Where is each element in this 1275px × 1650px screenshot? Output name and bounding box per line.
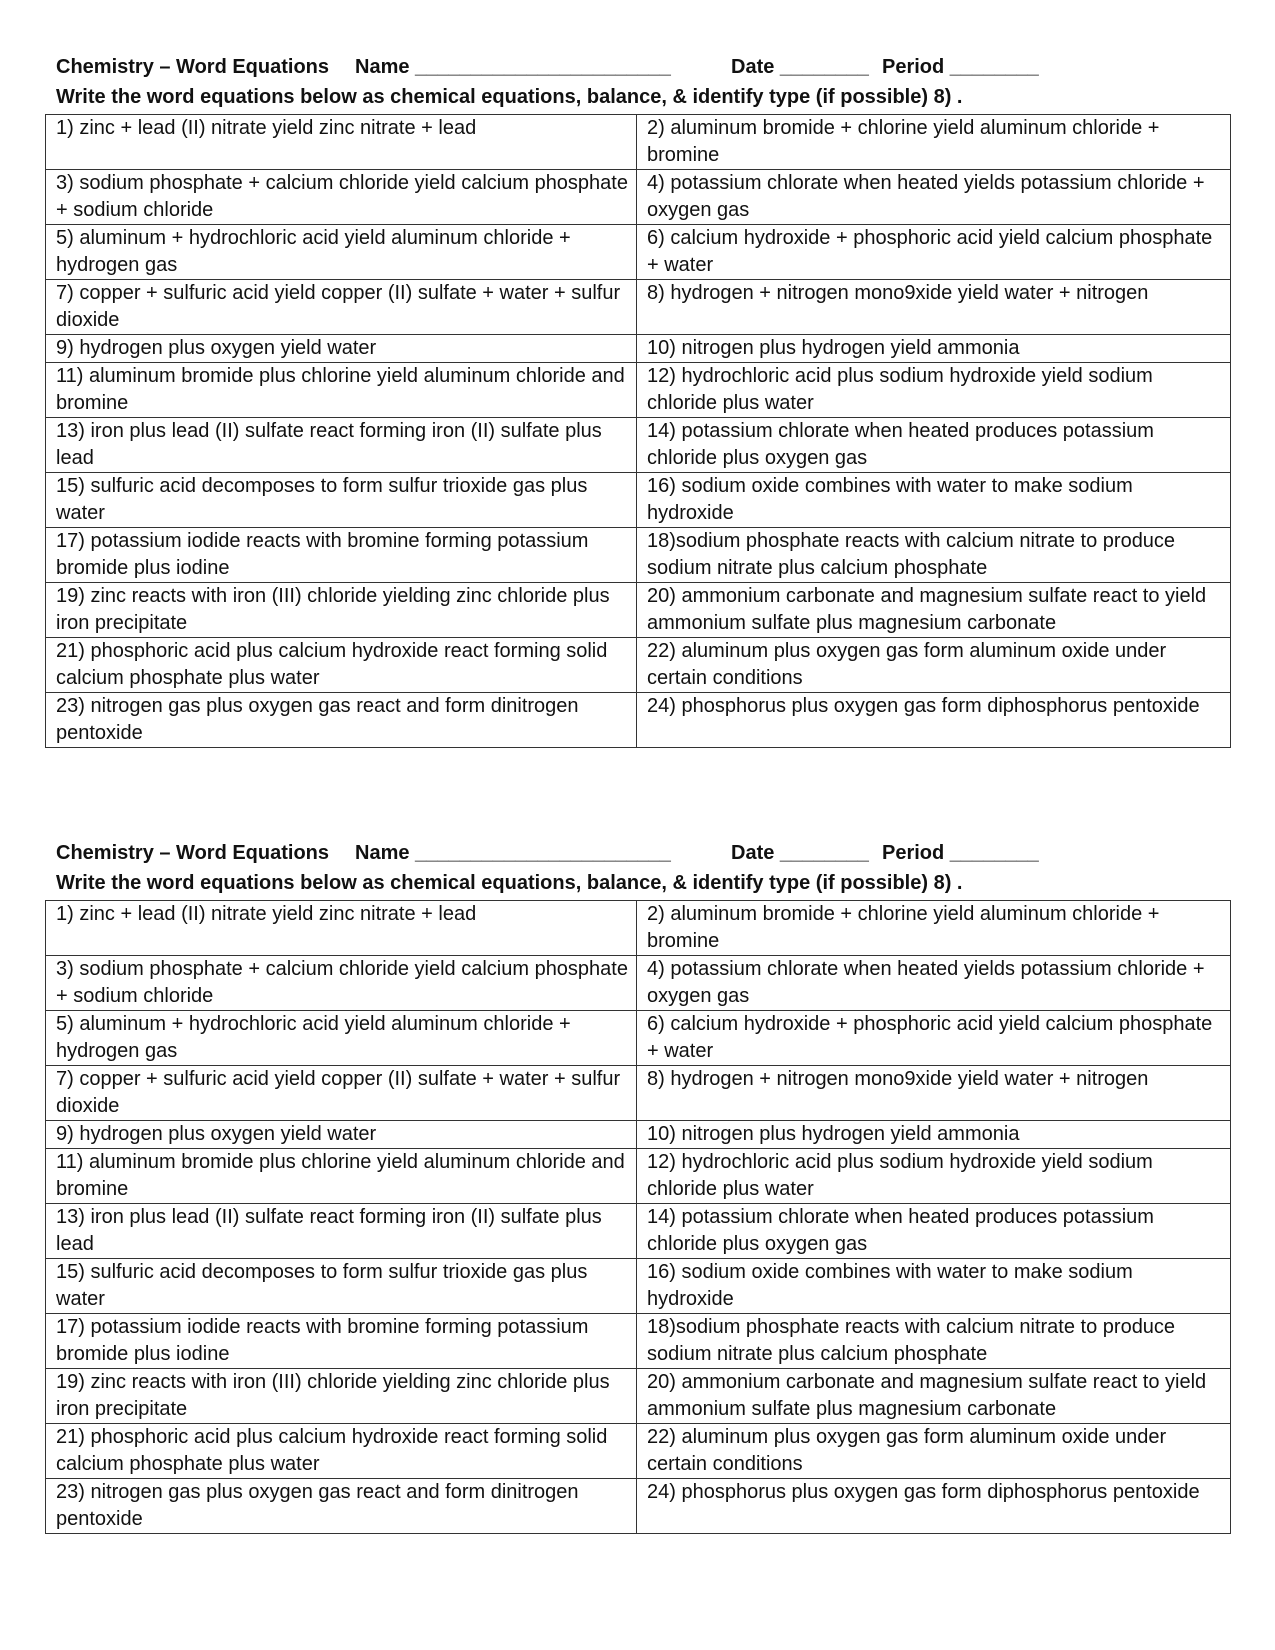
table-row <box>46 528 1231 583</box>
table-row <box>46 115 1231 170</box>
equation-cell: 22) aluminum plus oxygen gas form aluminum oxide under certain conditions <box>637 1424 1231 1479</box>
equation-cell: 12) hydrochloric acid plus sodium hydroxide yield sodium chloride plus water <box>637 1149 1231 1204</box>
table-row <box>46 1479 1231 1534</box>
equation-cell: 15) sulfuric acid decomposes to form sulfur trioxide gas plus water <box>46 473 637 528</box>
equation-cell: 24) phosphorus plus oxygen gas form diphosphorus pentoxide <box>637 1479 1231 1534</box>
worksheet-header <box>45 838 1230 868</box>
equations-table <box>45 900 1231 1534</box>
equation-cell: 8) hydrogen + nitrogen mono9xide yield water + nitrogen <box>637 280 1231 335</box>
equation-cell: 15) sulfuric acid decomposes to form sulfur trioxide gas plus water <box>46 1259 637 1314</box>
equation-cell: 10) nitrogen plus hydrogen yield ammonia <box>637 1121 1231 1149</box>
equation-cell: 1) zinc + lead (II) nitrate yield zinc nitrate + lead <box>46 115 637 170</box>
equation-cell: 21) phosphoric acid plus calcium hydroxide react forming solid calcium phosphate plus water <box>46 638 637 693</box>
equation-cell: 20) ammonium carbonate and magnesium sulfate react to yield ammonium sulfate plus magnesium carbonate <box>637 1369 1231 1424</box>
equation-cell: 6) calcium hydroxide + phosphoric acid yield calcium phosphate + water <box>637 225 1231 280</box>
equation-cell: 14) potassium chlorate when heated produces potassium chloride plus oxygen gas <box>637 418 1231 473</box>
table-row <box>46 693 1231 748</box>
worksheet-title: Chemistry – Word Equations <box>56 56 330 78</box>
instructions: Write the word equations below as chemical equations, balance, & identify type (if possible) 8) . <box>56 872 963 894</box>
table-row <box>46 1204 1231 1259</box>
equation-cell: 5) aluminum + hydrochloric acid yield aluminum chloride + hydrogen gas <box>46 1011 637 1066</box>
period-field: Period ________ <box>882 56 1039 78</box>
table-row <box>46 335 1231 363</box>
equation-cell: 13) iron plus lead (II) sulfate react forming iron (II) sulfate plus lead <box>46 418 637 473</box>
equation-cell: 22) aluminum plus oxygen gas form aluminum oxide under certain conditions <box>637 638 1231 693</box>
equation-cell: 16) sodium oxide combines with water to make sodium hydroxide <box>637 473 1231 528</box>
equation-cell: 13) iron plus lead (II) sulfate react forming iron (II) sulfate plus lead <box>46 1204 637 1259</box>
table-row <box>46 638 1231 693</box>
equation-cell: 14) potassium chlorate when heated produces potassium chloride plus oxygen gas <box>637 1204 1231 1259</box>
table-row <box>46 1149 1231 1204</box>
table-row <box>46 225 1231 280</box>
table-row <box>46 418 1231 473</box>
period-field: Period ________ <box>882 842 1039 864</box>
equation-cell: 8) hydrogen + nitrogen mono9xide yield water + nitrogen <box>637 1066 1231 1121</box>
equation-cell: 10) nitrogen plus hydrogen yield ammonia <box>637 335 1231 363</box>
date-field: Date ________ <box>731 842 869 864</box>
equation-cell: 23) nitrogen gas plus oxygen gas react and form dinitrogen pentoxide <box>46 693 637 748</box>
equation-cell: 1) zinc + lead (II) nitrate yield zinc nitrate + lead <box>46 901 637 956</box>
equation-cell: 2) aluminum bromide + chlorine yield aluminum chloride + bromine <box>637 901 1231 956</box>
equation-cell: 2) aluminum bromide + chlorine yield aluminum chloride + bromine <box>637 115 1231 170</box>
equation-cell: 7) copper + sulfuric acid yield copper (II) sulfate + water + sulfur dioxide <box>46 280 637 335</box>
table-row <box>46 170 1231 225</box>
equation-cell: 9) hydrogen plus oxygen yield water <box>46 1121 637 1149</box>
equation-cell: 6) calcium hydroxide + phosphoric acid yield calcium phosphate + water <box>637 1011 1231 1066</box>
equation-cell: 5) aluminum + hydrochloric acid yield aluminum chloride + hydrogen gas <box>46 225 637 280</box>
equation-cell: 4) potassium chlorate when heated yields potassium chloride + oxygen gas <box>637 956 1231 1011</box>
table-row <box>46 583 1231 638</box>
worksheet-header <box>45 52 1230 82</box>
equation-cell: 16) sodium oxide combines with water to make sodium hydroxide <box>637 1259 1231 1314</box>
worksheet-bottom <box>45 838 1230 1534</box>
worksheet-top <box>45 52 1230 748</box>
table-row <box>46 363 1231 418</box>
table-row <box>46 901 1231 956</box>
equation-cell: 20) ammonium carbonate and magnesium sulfate react to yield ammonium sulfate plus magnesium carbonate <box>637 583 1231 638</box>
table-row <box>46 1011 1231 1066</box>
name-field: Name _______________________ <box>355 842 671 864</box>
equation-cell: 18)sodium phosphate reacts with calcium nitrate to produce sodium nitrate plus calcium phosphate <box>637 1314 1231 1369</box>
table-row <box>46 1066 1231 1121</box>
equation-cell: 3) sodium phosphate + calcium chloride yield calcium phosphate + sodium chloride <box>46 956 637 1011</box>
equation-cell: 19) zinc reacts with iron (III) chloride yielding zinc chloride plus iron precipitate <box>46 1369 637 1424</box>
equation-cell: 18)sodium phosphate reacts with calcium nitrate to produce sodium nitrate plus calcium phosphate <box>637 528 1231 583</box>
equation-cell: 3) sodium phosphate + calcium chloride yield calcium phosphate + sodium chloride <box>46 170 637 225</box>
equation-cell: 11) aluminum bromide plus chlorine yield aluminum chloride and bromine <box>46 1149 637 1204</box>
equation-cell: 11) aluminum bromide plus chlorine yield aluminum chloride and bromine <box>46 363 637 418</box>
name-field: Name _______________________ <box>355 56 671 78</box>
equation-cell: 17) potassium iodide reacts with bromine forming potassium bromide plus iodine <box>46 528 637 583</box>
table-row <box>46 1121 1231 1149</box>
equations-table <box>45 114 1231 748</box>
equation-cell: 17) potassium iodide reacts with bromine forming potassium bromide plus iodine <box>46 1314 637 1369</box>
worksheet-title: Chemistry – Word Equations <box>56 842 330 864</box>
date-field: Date ________ <box>731 56 869 78</box>
equation-cell: 9) hydrogen plus oxygen yield water <box>46 335 637 363</box>
equation-cell: 23) nitrogen gas plus oxygen gas react and form dinitrogen pentoxide <box>46 1479 637 1534</box>
equation-cell: 4) potassium chlorate when heated yields potassium chloride + oxygen gas <box>637 170 1231 225</box>
equation-cell: 12) hydrochloric acid plus sodium hydroxide yield sodium chloride plus water <box>637 363 1231 418</box>
table-row <box>46 1369 1231 1424</box>
equation-cell: 21) phosphoric acid plus calcium hydroxide react forming solid calcium phosphate plus water <box>46 1424 637 1479</box>
table-row <box>46 280 1231 335</box>
table-row <box>46 1259 1231 1314</box>
table-row <box>46 1424 1231 1479</box>
table-row <box>46 956 1231 1011</box>
equation-cell: 19) zinc reacts with iron (III) chloride yielding zinc chloride plus iron precipitate <box>46 583 637 638</box>
table-row <box>46 473 1231 528</box>
equation-cell: 24) phosphorus plus oxygen gas form diphosphorus pentoxide <box>637 693 1231 748</box>
table-row <box>46 1314 1231 1369</box>
instructions: Write the word equations below as chemical equations, balance, & identify type (if possible) 8) . <box>56 86 963 108</box>
equation-cell: 7) copper + sulfuric acid yield copper (II) sulfate + water + sulfur dioxide <box>46 1066 637 1121</box>
